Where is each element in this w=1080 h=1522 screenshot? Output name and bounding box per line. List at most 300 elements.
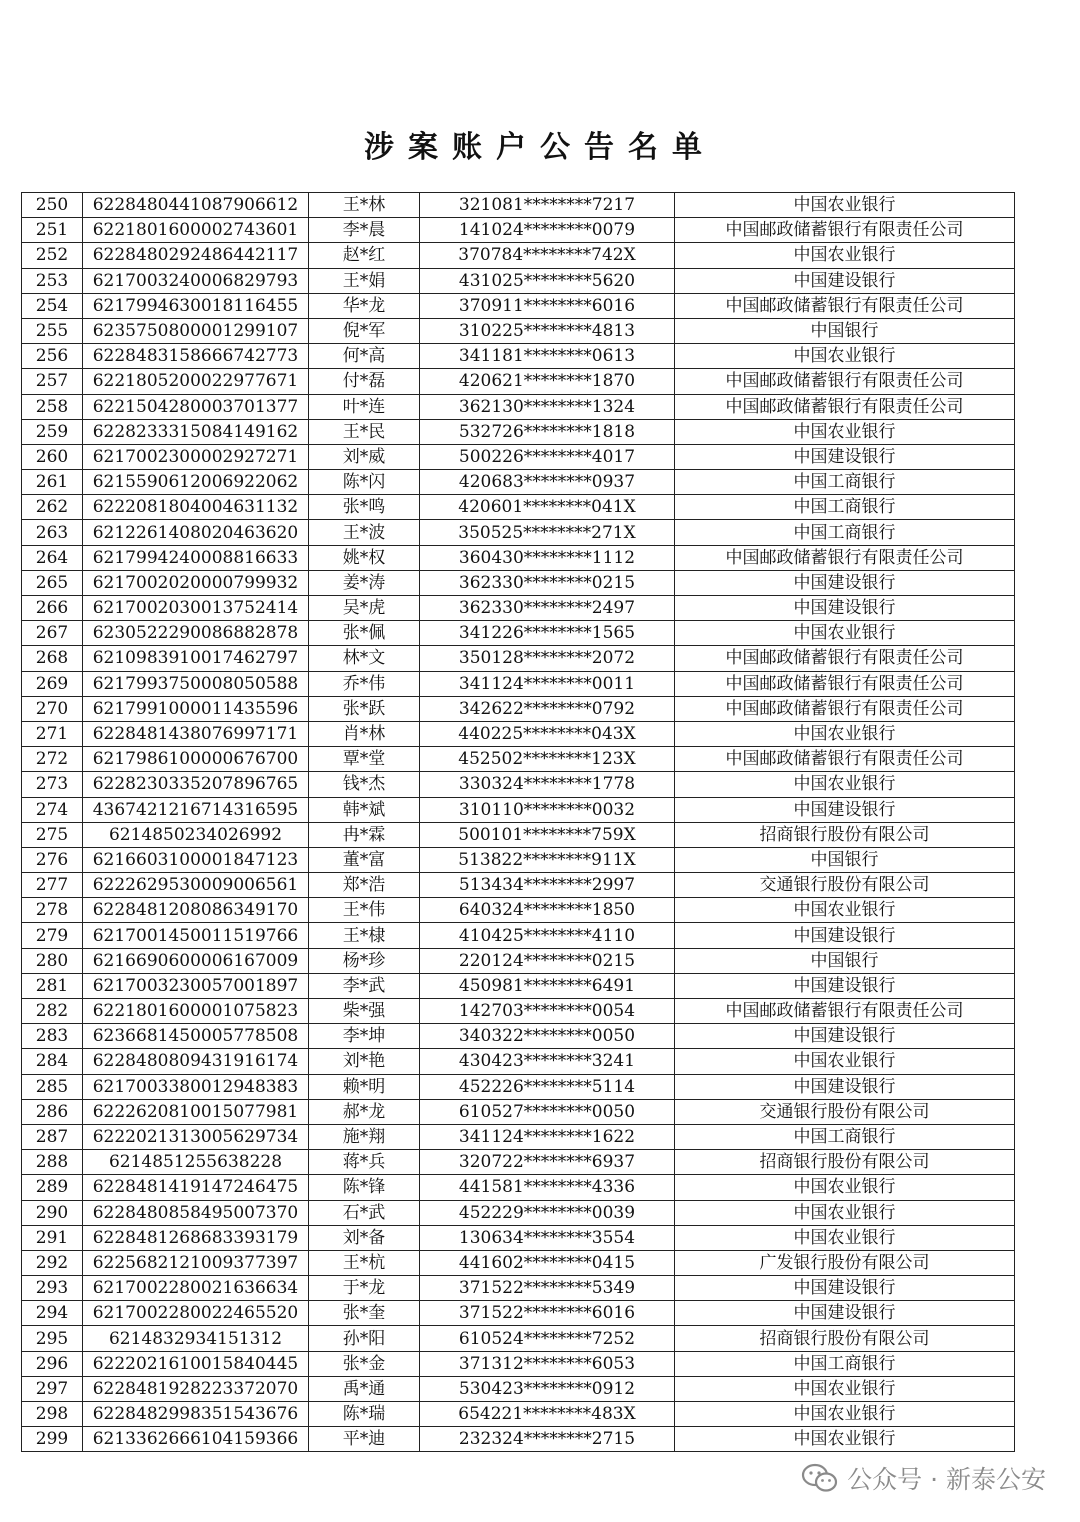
- row-index-cell: 275: [22, 822, 83, 847]
- holder-name-cell: 叶*连: [309, 394, 420, 419]
- row-index-cell: 291: [22, 1225, 83, 1250]
- bank-name-cell: 中国农业银行: [675, 621, 1015, 646]
- id-number-cell: 342622********0792: [420, 696, 675, 721]
- card-number-cell: 6230522290086882878: [83, 621, 309, 646]
- card-number-cell: 6228480809431916174: [83, 1049, 309, 1074]
- card-number-cell: 6228482998351543676: [83, 1402, 309, 1427]
- holder-name-cell: 吴*虎: [309, 596, 420, 621]
- holder-name-cell: 覃*堂: [309, 747, 420, 772]
- id-number-cell: 640324********1850: [420, 898, 675, 923]
- table-row: [22, 1427, 1015, 1452]
- id-number-cell: 610524********7252: [420, 1326, 675, 1351]
- id-number-cell: 341181********0613: [420, 344, 675, 369]
- card-number-cell: 6222620810015077981: [83, 1099, 309, 1124]
- table-row: [22, 596, 1015, 621]
- card-number-cell: 6225682121009377397: [83, 1250, 309, 1275]
- card-number-cell: 6214850234026992: [83, 822, 309, 847]
- table-row: [22, 1150, 1015, 1175]
- card-number-cell: 6228481208086349170: [83, 898, 309, 923]
- table-row: [22, 671, 1015, 696]
- holder-name-cell: 杨*珍: [309, 948, 420, 973]
- card-number-cell: 6217002020000799932: [83, 570, 309, 595]
- holder-name-cell: 王*棣: [309, 923, 420, 948]
- id-number-cell: 500226********4017: [420, 444, 675, 469]
- table-row: [22, 1049, 1015, 1074]
- row-index-cell: 265: [22, 570, 83, 595]
- card-number-cell: 6228481268683393179: [83, 1225, 309, 1250]
- bank-name-cell: 中国邮政储蓄银行有限责任公司: [675, 999, 1015, 1024]
- card-number-cell: 6217986100000676700: [83, 747, 309, 772]
- bank-name-cell: 中国工商银行: [675, 1351, 1015, 1376]
- row-index-cell: 267: [22, 621, 83, 646]
- row-index-cell: 273: [22, 772, 83, 797]
- row-index-cell: 294: [22, 1301, 83, 1326]
- holder-name-cell: 郑*浩: [309, 873, 420, 898]
- card-number-cell: 6228481928223372070: [83, 1376, 309, 1401]
- holder-name-cell: 平*迪: [309, 1427, 420, 1452]
- holder-name-cell: 李*坤: [309, 1024, 420, 1049]
- table-row: [22, 646, 1015, 671]
- bank-name-cell: 中国建设银行: [675, 1301, 1015, 1326]
- id-number-cell: 370784********742X: [420, 243, 675, 268]
- table-row: [22, 797, 1015, 822]
- table-row: [22, 772, 1015, 797]
- id-number-cell: 341226********1565: [420, 621, 675, 646]
- bank-name-cell: 中国农业银行: [675, 898, 1015, 923]
- bank-name-cell: 中国农业银行: [675, 1376, 1015, 1401]
- row-index-cell: 287: [22, 1124, 83, 1149]
- id-number-cell: 370911********6016: [420, 293, 675, 318]
- row-index-cell: 271: [22, 721, 83, 746]
- table-row: [22, 973, 1015, 998]
- row-index-cell: 264: [22, 545, 83, 570]
- table-row: [22, 898, 1015, 923]
- table-row: [22, 1024, 1015, 1049]
- table-row: [22, 621, 1015, 646]
- bank-name-cell: 中国邮政储蓄银行有限责任公司: [675, 218, 1015, 243]
- page-title: 涉案账户公告名单: [364, 130, 716, 165]
- holder-name-cell: 倪*军: [309, 318, 420, 343]
- bank-name-cell: 中国农业银行: [675, 1225, 1015, 1250]
- holder-name-cell: 石*武: [309, 1200, 420, 1225]
- row-index-cell: 295: [22, 1326, 83, 1351]
- holder-name-cell: 陈*瑞: [309, 1402, 420, 1427]
- table-row: [22, 1200, 1015, 1225]
- row-index-cell: 257: [22, 369, 83, 394]
- bank-name-cell: 中国农业银行: [675, 772, 1015, 797]
- table-row: [22, 747, 1015, 772]
- table-row: [22, 545, 1015, 570]
- card-number-cell: 6212261408020463620: [83, 520, 309, 545]
- row-index-cell: 281: [22, 973, 83, 998]
- bank-name-cell: 中国农业银行: [675, 1175, 1015, 1200]
- table-row: [22, 1074, 1015, 1099]
- holder-name-cell: 张*鸣: [309, 495, 420, 520]
- holder-name-cell: 孙*阳: [309, 1326, 420, 1351]
- holder-name-cell: 董*富: [309, 847, 420, 872]
- table-row: [22, 1225, 1015, 1250]
- table-row: [22, 1301, 1015, 1326]
- bank-name-cell: 中国工商银行: [675, 1124, 1015, 1149]
- bank-name-cell: 招商银行股份有限公司: [675, 1150, 1015, 1175]
- bank-name-cell: 中国农业银行: [675, 1049, 1015, 1074]
- row-index-cell: 250: [22, 193, 83, 218]
- watermark-text: 公众号 · 新泰公安: [847, 1465, 1046, 1494]
- row-index-cell: 276: [22, 847, 83, 872]
- row-index-cell: 284: [22, 1049, 83, 1074]
- table-row: [22, 1351, 1015, 1376]
- card-number-cell: 6228230335207896765: [83, 772, 309, 797]
- holder-name-cell: 李*武: [309, 973, 420, 998]
- card-number-cell: 6217002030013752414: [83, 596, 309, 621]
- card-number-cell: 6228481419147246475: [83, 1175, 309, 1200]
- id-number-cell: 232324********2715: [420, 1427, 675, 1452]
- card-number-cell: 6217003230057001897: [83, 973, 309, 998]
- card-number-cell: 6221805200022977671: [83, 369, 309, 394]
- row-index-cell: 296: [22, 1351, 83, 1376]
- holder-name-cell: 禹*通: [309, 1376, 420, 1401]
- holder-name-cell: 姚*权: [309, 545, 420, 570]
- card-number-cell: 6210983910017462797: [83, 646, 309, 671]
- row-index-cell: 261: [22, 470, 83, 495]
- holder-name-cell: 冉*霖: [309, 822, 420, 847]
- card-number-cell: 6235750800001299107: [83, 318, 309, 343]
- bank-name-cell: 中国银行: [675, 318, 1015, 343]
- bank-name-cell: 中国农业银行: [675, 193, 1015, 218]
- bank-name-cell: 中国邮政储蓄银行有限责任公司: [675, 369, 1015, 394]
- table-row: [22, 218, 1015, 243]
- card-number-cell: 6217002300002927271: [83, 444, 309, 469]
- row-index-cell: 288: [22, 1150, 83, 1175]
- bank-name-cell: 中国农业银行: [675, 721, 1015, 746]
- card-number-cell: 6221504280003701377: [83, 394, 309, 419]
- row-index-cell: 272: [22, 747, 83, 772]
- holder-name-cell: 钱*杰: [309, 772, 420, 797]
- holder-name-cell: 刘*艳: [309, 1049, 420, 1074]
- row-index-cell: 299: [22, 1427, 83, 1452]
- table-row: [22, 1175, 1015, 1200]
- bank-name-cell: 中国建设银行: [675, 973, 1015, 998]
- id-number-cell: 360430********1112: [420, 545, 675, 570]
- card-number-cell: 6217003240006829793: [83, 268, 309, 293]
- holder-name-cell: 韩*斌: [309, 797, 420, 822]
- bank-name-cell: 中国银行: [675, 847, 1015, 872]
- card-number-cell: 6222021313005629734: [83, 1124, 309, 1149]
- holder-name-cell: 张*金: [309, 1351, 420, 1376]
- bank-name-cell: 中国建设银行: [675, 444, 1015, 469]
- table-row: [22, 470, 1015, 495]
- holder-name-cell: 张*奎: [309, 1301, 420, 1326]
- id-number-cell: 513434********2997: [420, 873, 675, 898]
- bank-name-cell: 中国建设银行: [675, 570, 1015, 595]
- card-number-cell: 6228233315084149162: [83, 419, 309, 444]
- row-index-cell: 268: [22, 646, 83, 671]
- bank-name-cell: 中国邮政储蓄银行有限责任公司: [675, 545, 1015, 570]
- id-number-cell: 654221********483X: [420, 1402, 675, 1427]
- holder-name-cell: 于*龙: [309, 1276, 420, 1301]
- table-row: [22, 520, 1015, 545]
- id-number-cell: 371312********6053: [420, 1351, 675, 1376]
- table-row: [22, 1276, 1015, 1301]
- holder-name-cell: 王*民: [309, 419, 420, 444]
- id-number-cell: 513822********911X: [420, 847, 675, 872]
- id-number-cell: 441602********0415: [420, 1250, 675, 1275]
- card-number-cell: 6216603100001847123: [83, 847, 309, 872]
- row-index-cell: 279: [22, 923, 83, 948]
- row-index-cell: 263: [22, 520, 83, 545]
- bank-name-cell: 中国建设银行: [675, 797, 1015, 822]
- card-number-cell: 6217993750008050588: [83, 671, 309, 696]
- bank-name-cell: 中国农业银行: [675, 1402, 1015, 1427]
- row-index-cell: 256: [22, 344, 83, 369]
- holder-name-cell: 刘*威: [309, 444, 420, 469]
- holder-name-cell: 蒋*兵: [309, 1150, 420, 1175]
- holder-name-cell: 王*杭: [309, 1250, 420, 1275]
- table-row: [22, 1402, 1015, 1427]
- card-number-cell: 6215590612006922062: [83, 470, 309, 495]
- card-number-cell: 6228483158666742773: [83, 344, 309, 369]
- holder-name-cell: 付*磊: [309, 369, 420, 394]
- table-row: [22, 721, 1015, 746]
- holder-name-cell: 刘*备: [309, 1225, 420, 1250]
- table-row: [22, 344, 1015, 369]
- id-number-cell: 330324********1778: [420, 772, 675, 797]
- card-number-cell: 6217994630018116455: [83, 293, 309, 318]
- row-index-cell: 293: [22, 1276, 83, 1301]
- holder-name-cell: 施*翔: [309, 1124, 420, 1149]
- row-index-cell: 259: [22, 419, 83, 444]
- id-number-cell: 371522********6016: [420, 1301, 675, 1326]
- id-number-cell: 371522********5349: [420, 1276, 675, 1301]
- card-number-cell: 6217002280021636634: [83, 1276, 309, 1301]
- holder-name-cell: 姜*涛: [309, 570, 420, 595]
- holder-name-cell: 乔*伟: [309, 671, 420, 696]
- card-number-cell: 6221801600002743601: [83, 218, 309, 243]
- id-number-cell: 340322********0050: [420, 1024, 675, 1049]
- row-index-cell: 253: [22, 268, 83, 293]
- id-number-cell: 320722********6937: [420, 1150, 675, 1175]
- id-number-cell: 452502********123X: [420, 747, 675, 772]
- bank-name-cell: 广发银行股份有限公司: [675, 1250, 1015, 1275]
- bank-name-cell: 中国建设银行: [675, 596, 1015, 621]
- bank-name-cell: 招商银行股份有限公司: [675, 822, 1015, 847]
- id-number-cell: 420621********1870: [420, 369, 675, 394]
- table-row: [22, 369, 1015, 394]
- card-number-cell: 6228481438076997171: [83, 721, 309, 746]
- id-number-cell: 341124********0011: [420, 671, 675, 696]
- id-number-cell: 350128********2072: [420, 646, 675, 671]
- card-number-cell: 6217994240008816633: [83, 545, 309, 570]
- card-number-cell: 6222081804004631132: [83, 495, 309, 520]
- card-number-cell: 6217003380012948383: [83, 1074, 309, 1099]
- wechat-watermark: [801, 1460, 1046, 1496]
- table-row: [22, 948, 1015, 973]
- table-row: [22, 1250, 1015, 1275]
- bank-name-cell: 中国农业银行: [675, 344, 1015, 369]
- row-index-cell: 289: [22, 1175, 83, 1200]
- holder-name-cell: 林*文: [309, 646, 420, 671]
- card-number-cell: 4367421216714316595: [83, 797, 309, 822]
- table-row: [22, 1376, 1015, 1401]
- card-number-cell: 6236681450005778508: [83, 1024, 309, 1049]
- row-index-cell: 280: [22, 948, 83, 973]
- holder-name-cell: 王*波: [309, 520, 420, 545]
- id-number-cell: 220124********0215: [420, 948, 675, 973]
- id-number-cell: 452229********0039: [420, 1200, 675, 1225]
- holder-name-cell: 柴*强: [309, 999, 420, 1024]
- table-row: [22, 243, 1015, 268]
- table-row: [22, 318, 1015, 343]
- card-number-cell: 6217991000011435596: [83, 696, 309, 721]
- bank-name-cell: 中国建设银行: [675, 1074, 1015, 1099]
- id-number-cell: 350525********271X: [420, 520, 675, 545]
- bank-name-cell: 中国农业银行: [675, 419, 1015, 444]
- id-number-cell: 362130********1324: [420, 394, 675, 419]
- bank-name-cell: 中国邮政储蓄银行有限责任公司: [675, 646, 1015, 671]
- table-row: [22, 999, 1015, 1024]
- bank-name-cell: 招商银行股份有限公司: [675, 1326, 1015, 1351]
- id-number-cell: 410425********4110: [420, 923, 675, 948]
- card-number-cell: 6216690600006167009: [83, 948, 309, 973]
- id-number-cell: 530423********0912: [420, 1376, 675, 1401]
- bank-name-cell: 中国建设银行: [675, 923, 1015, 948]
- holder-name-cell: 赖*明: [309, 1074, 420, 1099]
- table-row: [22, 268, 1015, 293]
- id-number-cell: 441581********4336: [420, 1175, 675, 1200]
- table-row: [22, 822, 1015, 847]
- holder-name-cell: 张*佩: [309, 621, 420, 646]
- table-row: [22, 419, 1015, 444]
- card-number-cell: 6228480441087906612: [83, 193, 309, 218]
- id-number-cell: 362330********0215: [420, 570, 675, 595]
- bank-name-cell: 中国农业银行: [675, 1200, 1015, 1225]
- table-row: [22, 847, 1015, 872]
- bank-name-cell: 中国建设银行: [675, 1024, 1015, 1049]
- holder-name-cell: 李*晨: [309, 218, 420, 243]
- card-number-cell: 6213362666104159366: [83, 1427, 309, 1452]
- table-row: [22, 1326, 1015, 1351]
- bank-name-cell: 交通银行股份有限公司: [675, 1099, 1015, 1124]
- holder-name-cell: 郝*龙: [309, 1099, 420, 1124]
- wechat-icon: [801, 1462, 839, 1494]
- table-row: [22, 570, 1015, 595]
- bank-name-cell: 中国银行: [675, 948, 1015, 973]
- table-row: [22, 394, 1015, 419]
- id-number-cell: 430423********3241: [420, 1049, 675, 1074]
- id-number-cell: 141024********0079: [420, 218, 675, 243]
- table-row: [22, 444, 1015, 469]
- row-index-cell: 262: [22, 495, 83, 520]
- bank-name-cell: 中国邮政储蓄银行有限责任公司: [675, 696, 1015, 721]
- card-number-cell: 6228480858495007370: [83, 1200, 309, 1225]
- row-index-cell: 266: [22, 596, 83, 621]
- row-index-cell: 285: [22, 1074, 83, 1099]
- table-row: [22, 293, 1015, 318]
- table-row: [22, 1124, 1015, 1149]
- id-number-cell: 341124********1622: [420, 1124, 675, 1149]
- row-index-cell: 260: [22, 444, 83, 469]
- table-row: [22, 495, 1015, 520]
- holder-name-cell: 何*高: [309, 344, 420, 369]
- bank-name-cell: 中国邮政储蓄银行有限责任公司: [675, 747, 1015, 772]
- id-number-cell: 362330********2497: [420, 596, 675, 621]
- row-index-cell: 282: [22, 999, 83, 1024]
- card-number-cell: 6228480292486442117: [83, 243, 309, 268]
- bank-name-cell: 中国农业银行: [675, 1427, 1015, 1452]
- id-number-cell: 431025********5620: [420, 268, 675, 293]
- card-number-cell: 6222021610015840445: [83, 1351, 309, 1376]
- holder-name-cell: 张*跃: [309, 696, 420, 721]
- row-index-cell: 252: [22, 243, 83, 268]
- account-table: [21, 192, 1015, 1452]
- row-index-cell: 269: [22, 671, 83, 696]
- bank-name-cell: 中国工商银行: [675, 470, 1015, 495]
- id-number-cell: 532726********1818: [420, 419, 675, 444]
- table-row: [22, 193, 1015, 218]
- account-table-body: [22, 193, 1015, 1452]
- id-number-cell: 321081********7217: [420, 193, 675, 218]
- id-number-cell: 310110********0032: [420, 797, 675, 822]
- bank-name-cell: 中国建设银行: [675, 268, 1015, 293]
- holder-name-cell: 王*林: [309, 193, 420, 218]
- holder-name-cell: 赵*红: [309, 243, 420, 268]
- id-number-cell: 500101********759X: [420, 822, 675, 847]
- row-index-cell: 297: [22, 1376, 83, 1401]
- bank-name-cell: 中国农业银行: [675, 243, 1015, 268]
- row-index-cell: 290: [22, 1200, 83, 1225]
- bank-name-cell: 中国邮政储蓄银行有限责任公司: [675, 394, 1015, 419]
- card-number-cell: 6222629530009006561: [83, 873, 309, 898]
- id-number-cell: 440225********043X: [420, 721, 675, 746]
- holder-name-cell: 王*伟: [309, 898, 420, 923]
- row-index-cell: 274: [22, 797, 83, 822]
- holder-name-cell: 王*娟: [309, 268, 420, 293]
- row-index-cell: 292: [22, 1250, 83, 1275]
- row-index-cell: 277: [22, 873, 83, 898]
- id-number-cell: 420601********041X: [420, 495, 675, 520]
- card-number-cell: 6217002280022465520: [83, 1301, 309, 1326]
- holder-name-cell: 陈*闪: [309, 470, 420, 495]
- id-number-cell: 130634********3554: [420, 1225, 675, 1250]
- table-row: [22, 696, 1015, 721]
- card-number-cell: 6221801600001075823: [83, 999, 309, 1024]
- bank-name-cell: 中国工商银行: [675, 495, 1015, 520]
- id-number-cell: 610527********0050: [420, 1099, 675, 1124]
- card-number-cell: 6214832934151312: [83, 1326, 309, 1351]
- bank-name-cell: 中国邮政储蓄银行有限责任公司: [675, 293, 1015, 318]
- bank-name-cell: 中国建设银行: [675, 1276, 1015, 1301]
- card-number-cell: 6217001450011519766: [83, 923, 309, 948]
- row-index-cell: 278: [22, 898, 83, 923]
- table-row: [22, 873, 1015, 898]
- row-index-cell: 270: [22, 696, 83, 721]
- table-row: [22, 1099, 1015, 1124]
- bank-name-cell: 中国邮政储蓄银行有限责任公司: [675, 671, 1015, 696]
- row-index-cell: 286: [22, 1099, 83, 1124]
- id-number-cell: 310225********4813: [420, 318, 675, 343]
- row-index-cell: 254: [22, 293, 83, 318]
- row-index-cell: 283: [22, 1024, 83, 1049]
- row-index-cell: 251: [22, 218, 83, 243]
- id-number-cell: 142703********0054: [420, 999, 675, 1024]
- id-number-cell: 450981********6491: [420, 973, 675, 998]
- holder-name-cell: 华*龙: [309, 293, 420, 318]
- row-index-cell: 255: [22, 318, 83, 343]
- card-number-cell: 6214851255638228: [83, 1150, 309, 1175]
- id-number-cell: 452226********5114: [420, 1074, 675, 1099]
- row-index-cell: 258: [22, 394, 83, 419]
- bank-name-cell: 交通银行股份有限公司: [675, 873, 1015, 898]
